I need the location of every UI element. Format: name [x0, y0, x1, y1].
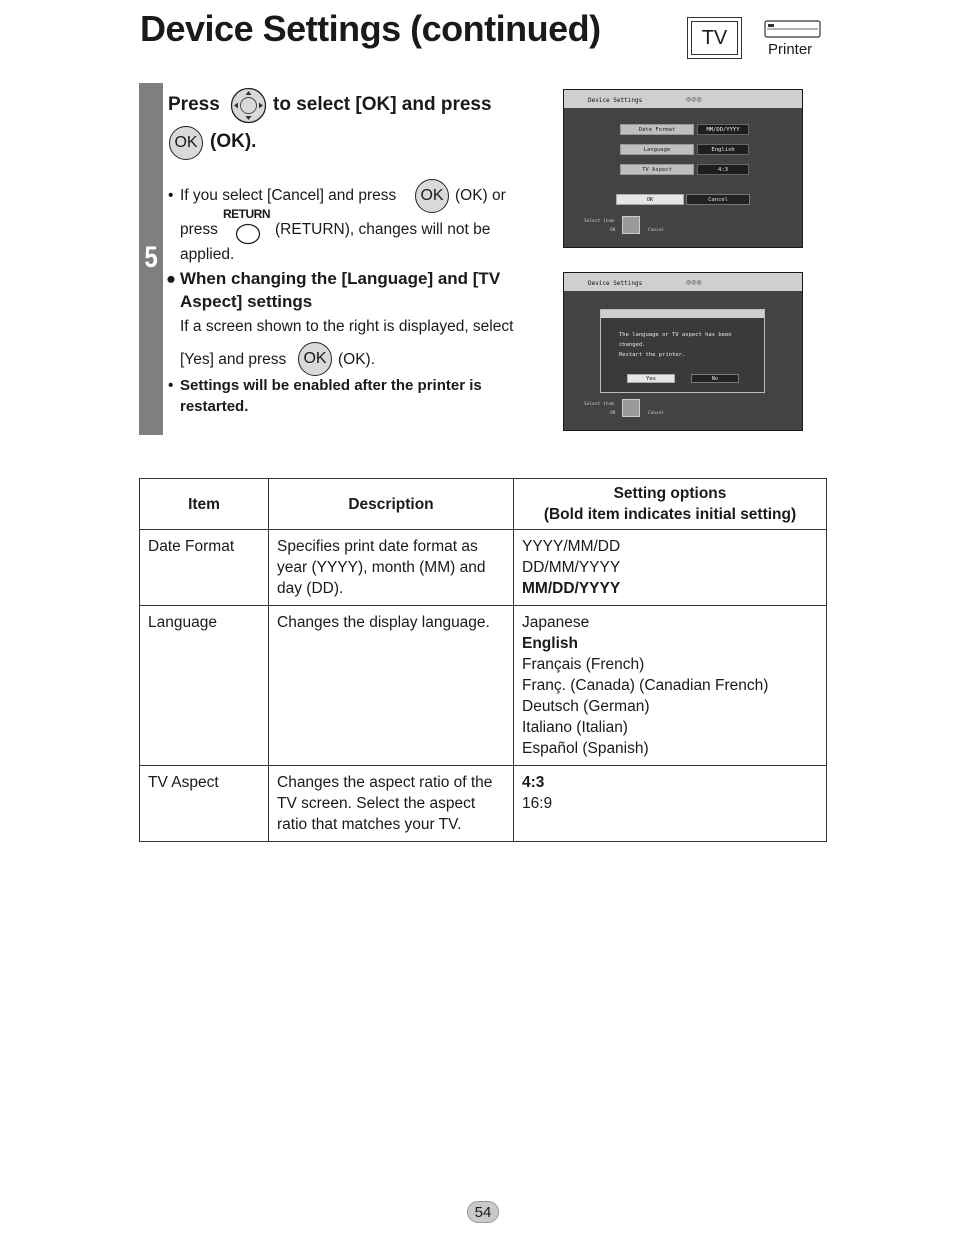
- screen-label-tv-aspect: TV Aspect: [620, 164, 694, 175]
- screen-header: [564, 90, 802, 108]
- step-number: 5: [144, 241, 158, 274]
- bullet2-ok: (OK).: [338, 351, 376, 368]
- screen-status-icons: ◎◎◎: [686, 97, 702, 103]
- bullet-dot: ●: [166, 270, 176, 288]
- dpad-icon: [622, 399, 640, 417]
- screen-foot-select: Select item: [584, 402, 614, 407]
- screen-foot-ok: OK: [610, 228, 616, 233]
- screen-value-language: English: [697, 144, 749, 155]
- dialog-message-line2: changed.: [619, 342, 646, 348]
- bullet2-yes: [Yes] and press: [180, 351, 287, 368]
- cell-item: Date Format: [140, 530, 269, 606]
- cell-options: [514, 606, 827, 766]
- step-bar: [139, 83, 163, 435]
- screen-value-tv-aspect: 4:3: [697, 164, 749, 175]
- screen-value-date-format: MM/DD/YYYY: [697, 124, 749, 135]
- settings-table: [139, 478, 827, 842]
- cell-item: TV Aspect: [140, 766, 269, 842]
- step-heading-select: to select [OK] and press: [273, 94, 492, 115]
- bullet1-text-c: (RETURN), changes will not be: [275, 221, 491, 238]
- dialog-yes-button: Yes: [627, 374, 675, 383]
- setting-option: Japanese: [522, 614, 590, 631]
- screen-header: [564, 273, 802, 291]
- bullet2-heading-line1: When changing the [Language] and [TV: [180, 269, 501, 288]
- table-header-row: [140, 479, 827, 530]
- dialog-titlebar: [601, 310, 764, 318]
- bullet1-text-d: applied.: [180, 246, 235, 263]
- dpad-icon: [622, 216, 640, 234]
- tv-mode-label: TV: [691, 21, 738, 55]
- ok-button-icon: OK: [415, 179, 449, 213]
- ok-button-icon: OK: [169, 126, 203, 160]
- dialog-message-line3: Restart the printer.: [619, 352, 686, 358]
- screen-label-language: Language: [620, 144, 694, 155]
- cell-description: Changes the display language.: [269, 606, 514, 766]
- step-heading-ok: (OK).: [210, 131, 257, 152]
- return-button-label: RETURN: [223, 207, 270, 221]
- cell-options: [514, 766, 827, 842]
- screen-foot-cancel: Cancel: [648, 228, 665, 233]
- screen-foot-select: Select item: [584, 219, 614, 224]
- bullet1-press: press: [180, 221, 218, 238]
- ok-button-icon: OK: [298, 342, 332, 376]
- cell-options: [514, 530, 827, 606]
- dialog-message-line1: The language or TV aspect has been: [619, 332, 732, 338]
- dpad-icon: [230, 87, 267, 124]
- header-setting-options: [514, 479, 827, 530]
- header-description: Description: [269, 479, 514, 530]
- header-options-line1: Setting options: [613, 485, 727, 502]
- page-number: 54: [467, 1201, 499, 1223]
- cell-description: Changes the aspect ratio of the TV screen. Select the aspect ratio that matches your TV.: [269, 766, 514, 842]
- table-row: [140, 606, 827, 766]
- setting-option: YYYY/MM/DD: [522, 538, 621, 555]
- setting-option: DD/MM/YYYY: [522, 559, 621, 576]
- setting-option: Deutsch (German): [522, 698, 650, 715]
- screen-status-icons: ◎◎◎: [686, 280, 702, 286]
- setting-option: Français (French): [522, 656, 645, 673]
- screen-title: Device Settings: [588, 280, 643, 287]
- cell-item: Language: [140, 606, 269, 766]
- restart-dialog: [600, 309, 765, 393]
- header-item: Item: [140, 479, 269, 530]
- table-row: [140, 766, 827, 842]
- screen-ok-button: OK: [616, 194, 684, 205]
- restart-dialog-screenshot: [563, 272, 803, 431]
- bullet2-text: If a screen shown to the right is displayed, select: [180, 318, 514, 335]
- screen-title: Device Settings: [588, 97, 643, 104]
- setting-option: MM/DD/YYYY: [522, 580, 621, 597]
- bullet3-line2: restarted.: [180, 398, 249, 415]
- page-title: Device Settings (continued): [140, 8, 601, 49]
- screen-foot-cancel: Cancel: [648, 411, 665, 416]
- setting-option: 4:3: [522, 774, 545, 791]
- device-settings-screenshot: [563, 89, 803, 248]
- setting-option: 16:9: [522, 795, 553, 812]
- printer-icon: [764, 19, 821, 39]
- screen-foot-ok: OK: [610, 411, 616, 416]
- cell-description: Specifies print date format as year (YYYY), month (MM) and day (DD).: [269, 530, 514, 606]
- setting-option: English: [522, 635, 578, 652]
- bullet-dot: •: [168, 377, 174, 394]
- step-heading-press: Press: [168, 94, 220, 115]
- bullet-dot: •: [168, 187, 174, 204]
- screen-cancel-button: Cancel: [686, 194, 750, 205]
- header-options-line2: (Bold item indicates initial setting): [543, 506, 797, 523]
- bullet1-text-b: (OK) or: [455, 187, 506, 204]
- bullet1-text-a: If you select [Cancel] and press: [180, 187, 397, 204]
- screen-label-date-format: Date Format: [620, 124, 694, 135]
- setting-option: Franç. (Canada) (Canadian French): [522, 677, 769, 694]
- tv-mode-icon: [687, 17, 742, 59]
- dialog-message: [619, 330, 732, 360]
- bullet3-line1: Settings will be enabled after the printer is: [180, 377, 482, 394]
- table-body: [140, 530, 827, 842]
- return-button-icon: [235, 223, 261, 245]
- bullet2-heading-line2: Aspect] settings: [180, 292, 313, 311]
- dialog-no-button: No: [691, 374, 739, 383]
- table-row: [140, 530, 827, 606]
- setting-option: Italiano (Italian): [522, 719, 628, 736]
- printer-mode-label: Printer: [768, 41, 813, 58]
- setting-option: Español (Spanish): [522, 740, 649, 757]
